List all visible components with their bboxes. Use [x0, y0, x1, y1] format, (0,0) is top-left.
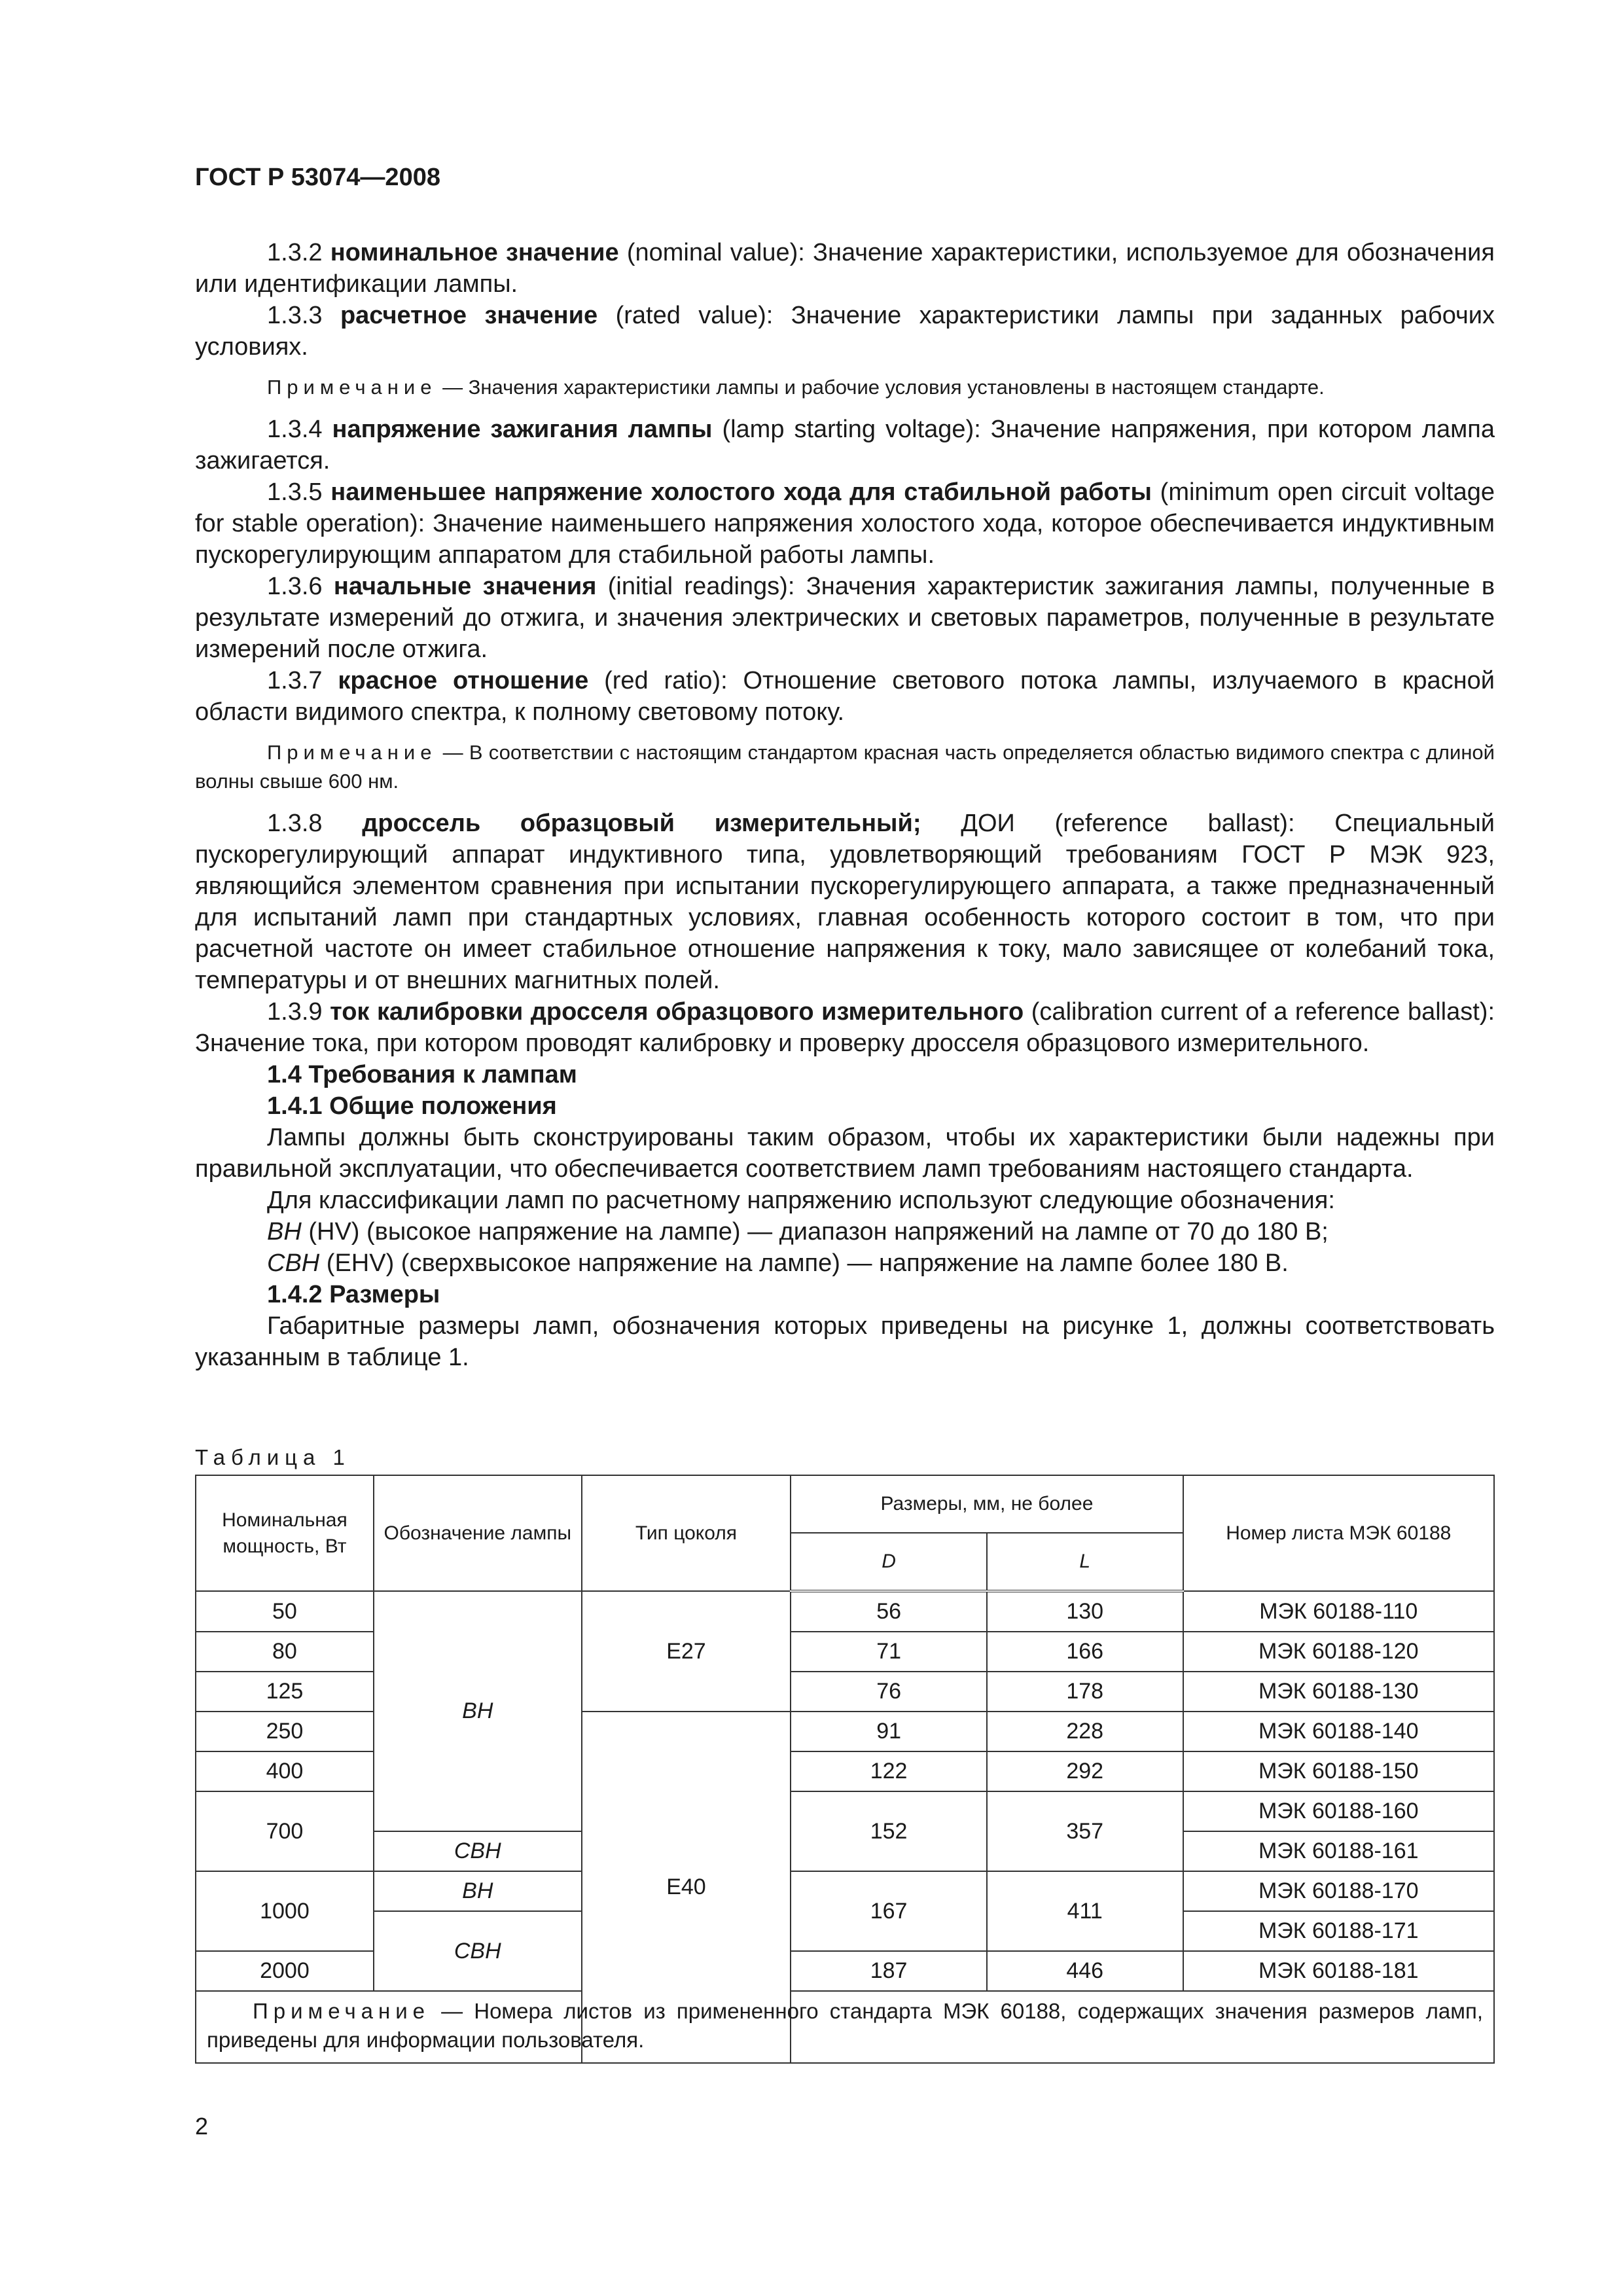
term: напряжение зажигания лампы	[332, 416, 713, 443]
clause-1-3-9: 1.3.9 ток калибровки дросселя образцового измерительного (calibration current of a reference ballast): Значение тока, при котором проводят калибровку и проверку дросселя образцового измерительного.	[195, 998, 1495, 1057]
section-heading-1-4-1: 1.4.1 Общие положения	[267, 1092, 557, 1120]
document-header: ГОСТ Р 53074—2008	[195, 164, 440, 191]
table-row: СВН МЭК 60188-161	[196, 1831, 1494, 1871]
section-heading-1-4: 1.4 Требования к лампам	[267, 1061, 577, 1088]
clause-1-3-6: 1.3.6 начальные значения (initial readings): Значения характеристик зажигания лампы, полученные в результате измерений до отжига, и значения электрических и световых параметров, полученные в результате измерений после отжига.	[195, 573, 1495, 663]
section-heading-1-4-2: 1.4.2 Размеры	[267, 1281, 440, 1308]
page-number: 2	[195, 2113, 209, 2140]
table-row: 250 E40 91 228 МЭК 60188-140	[196, 1712, 1494, 1751]
term: красное отношение	[338, 667, 589, 694]
header-d: D	[791, 1533, 987, 1591]
note-1: Примечание — Значения характеристики лампы и рабочие условия установлены в настоящем стандарте.	[267, 376, 1325, 399]
term: наименьшее напряжение холостого хода для стабильной работы	[330, 478, 1152, 506]
clause-1-3-8: 1.3.8 дроссель образцовый измерительный; ДОИ (reference ballast): Специальный пускорегулирующий аппарат индуктивного типа, удовлетворяющий требованиям ГОСТ Р МЭК 923, являющийся элементом сравнения при испытании пускорегулирующего аппарата, а также предназначенный для испытаний ламп при стандартных условиях, главная особенность которого состоит в том, что при расчетной частоте он имеет стабильное отношение напряжения к току, мало зависящее от колебаний тока, температуры и от внешних магнитных полей.	[195, 810, 1495, 994]
body-text	[195, 237, 1495, 1373]
clause-1-4-1-c: ВН (HV) (высокое напряжение на лампе) — диапазон напряжений на лампе от 70 до 180 В;	[267, 1218, 1329, 1246]
lamp-dimensions-table	[195, 1475, 1495, 2064]
header-l: L	[987, 1533, 1183, 1591]
table-row: 125 76 178 МЭК 60188-130	[196, 1672, 1494, 1712]
table-row: 1000 ВН 167 411 МЭК 60188-170	[196, 1871, 1494, 1911]
table-note-row	[196, 1991, 1494, 2063]
header-designation: Обозначение лампы	[374, 1475, 582, 1591]
table-row: 80 71 166 МЭК 60188-120	[196, 1632, 1494, 1672]
clause-1-3-2: 1.3.2 номинальное значение (nominal value): Значение характеристики, используемое для обозначения или идентификации лампы.	[195, 239, 1495, 298]
clause-1-4-1-d: СВН (EHV) (сверхвысокое напряжение на лампе) — напряжение на лампе более 180 В.	[267, 1249, 1289, 1277]
term: расчетное значение	[340, 302, 598, 329]
clause-1-3-3: 1.3.3 расчетное значение (rated value): Значение характеристики лампы при заданных рабочих условиях.	[195, 302, 1495, 361]
clause-1-4-1-a: Лампы должны быть сконструированы таким образом, чтобы их характеристики были надежны при правильной эксплуатации, что обеспечивается соответствием ламп требованиям настоящего стандарта.	[195, 1124, 1495, 1183]
header-power: Номинальная мощность, Вт	[196, 1475, 374, 1591]
clause-1-4-2: Габаритные размеры ламп, обозначения которых приведены на рисунке 1, должны соответствовать указанным в таблице 1.	[195, 1312, 1495, 1371]
term: дроссель образцовый измерительный;	[362, 810, 921, 837]
header-sheet: Номер листа МЭК 60188	[1183, 1475, 1494, 1591]
table-caption: Таблица 1	[195, 1445, 351, 1469]
header-dims: Размеры, мм, не более	[791, 1475, 1183, 1533]
table-row: 400 122 292 МЭК 60188-150	[196, 1751, 1494, 1791]
table-row: СВН МЭК 60188-171	[196, 1911, 1494, 1951]
term: ток калибровки дросселя образцового измерительного	[330, 998, 1024, 1026]
clause-1-3-5: 1.3.5 наименьшее напряжение холостого хода для стабильной работы (minimum open circuit voltage for stable operation): Значение наименьшего напряжения холостого хода, которое обеспечивается индуктивным пускорегулирующим аппаратом для стабильной работы лампы.	[195, 478, 1495, 569]
term: номинальное значение	[330, 239, 619, 266]
term: начальные значения	[333, 573, 597, 600]
table-row: 700 152 357 МЭК 60188-160	[196, 1791, 1494, 1831]
table-row: 2000 187 446 МЭК 60188-181	[196, 1951, 1494, 1991]
clause-1-4-1-b: Для классификации ламп по расчетному напряжению используют следующие обозначения:	[267, 1187, 1335, 1214]
table-note: Примечание — Номера листов из примененного стандарта МЭК 60188, содержащих значения размеров ламп, приведены для информации пользователя.	[196, 1991, 1494, 2063]
clause-1-3-4: 1.3.4 напряжение зажигания лампы (lamp starting voltage): Значение напряжения, при котором лампа зажигается.	[195, 416, 1495, 475]
header-base: Тип цоколя	[582, 1475, 791, 1591]
table-row: 50 ВН E27 56 130 МЭК 60188-110	[196, 1591, 1494, 1632]
clause-1-3-7: 1.3.7 красное отношение (red ratio): Отношение светового потока лампы, излучаемого в красной области видимого спектра, к полному световому потоку.	[195, 667, 1495, 726]
note-2: Примечание — В соответствии с настоящим стандартом красная часть определяется областью видимого спектра с длиной волны свыше 600 нм.	[195, 741, 1495, 793]
